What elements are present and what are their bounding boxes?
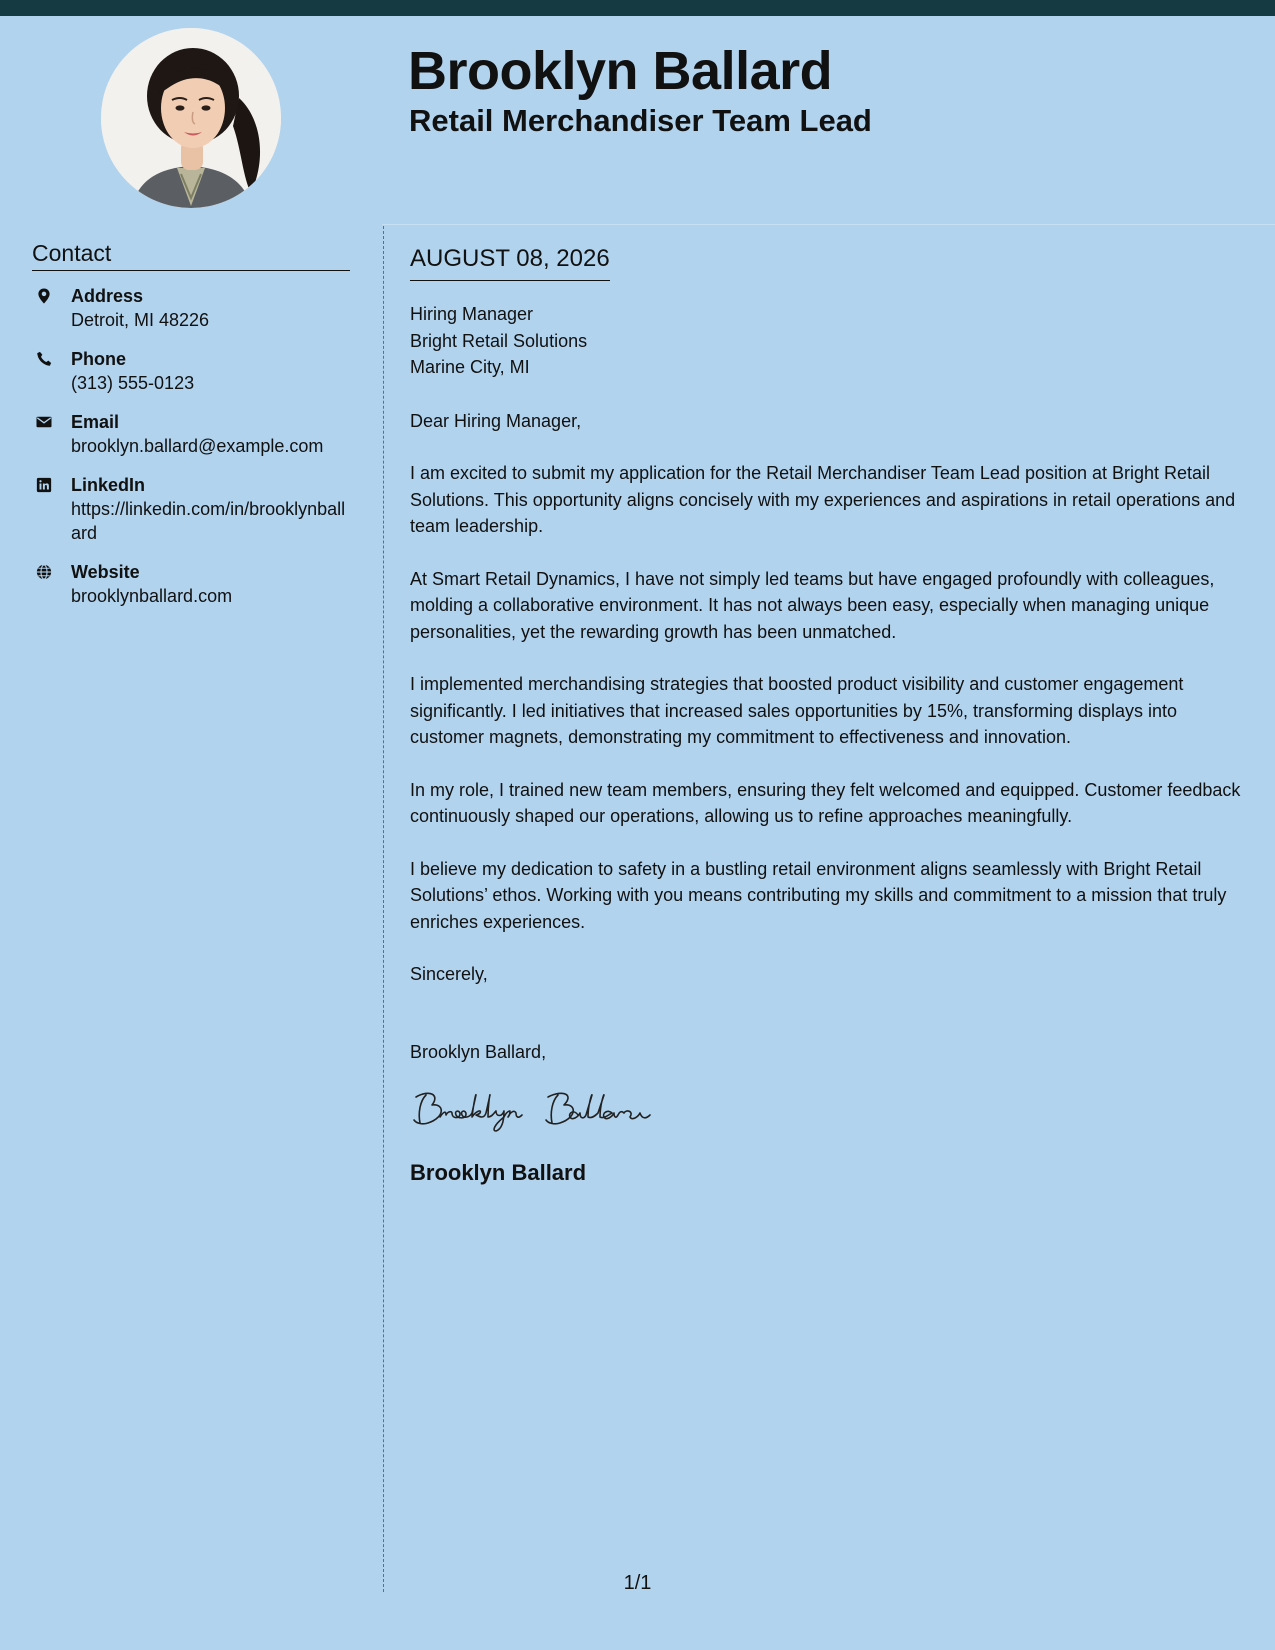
contact-label-website: Website [71, 562, 140, 582]
printed-signer-name: Brooklyn Ballard [410, 1160, 587, 1185]
closing: Sincerely, [410, 964, 488, 984]
letter-paragraph: In my role, I trained new team members, ensuring they felt welcomed and equipped. Customer feedback continuously shaped our operations, allowing us to refine approaches meaningfully. [410, 779, 1241, 826]
top-accent-bar [0, 0, 1275, 16]
contact-heading: Contact [32, 240, 350, 271]
contact-label-address: Address [71, 286, 144, 306]
profile-photo [101, 28, 281, 208]
contact-list [32, 284, 352, 623]
contact-item-phone [32, 347, 352, 395]
contact-item-website [32, 560, 352, 608]
header-rule [382, 224, 1275, 225]
recipient-line: Bright Retail Solutions [410, 330, 588, 351]
handwritten-signature [406, 1087, 676, 1133]
contact-value-phone: (313) 555-0123 [71, 373, 195, 393]
salutation: Dear Hiring Manager, [410, 410, 582, 431]
globe-icon [35, 563, 53, 581]
contact-item-email [32, 410, 352, 458]
letter-date: AUGUST 08, 2026 [410, 244, 610, 281]
contact-value-website[interactable]: brooklynballard.com [71, 586, 233, 606]
linkedin-icon [35, 476, 53, 494]
letter-paragraph: I am excited to submit my application for the Retail Merchandiser Team Lead position at Bright Retail Solutions. This opportunity aligns concisely with my experiences and aspirations in retail operations and team leadership. [410, 463, 1236, 536]
phone-icon [35, 350, 53, 368]
contact-value-linkedin[interactable]: https://linkedin.com/in/brooklynballard [71, 499, 346, 543]
recipient-block [410, 301, 1250, 381]
recipient-line: Hiring Manager [410, 304, 534, 324]
letter-body [410, 244, 1250, 1187]
column-divider [383, 226, 384, 1592]
letter-paragraph: At Smart Retail Dynamics, I have not simply led teams but have engaged profoundly with colleagues, molding a collaborative environment. It has not always been easy, especially when managing unique personalities, yet the rewarding growth has been unmatched. [410, 568, 1215, 642]
letter-paragraph: I implemented merchandising strategies that boosted product visibility and customer engagement significantly. I led initiatives that increased sales opportunities by 15%, transforming displays into customer magnets, demonstrating my commitment to effectiveness and innovation. [410, 674, 1184, 747]
candidate-job-title: Retail Merchandiser Team Lead [409, 103, 872, 138]
contact-label-phone: Phone [71, 349, 127, 369]
contact-label-linkedin: LinkedIn [71, 475, 146, 495]
location-pin-icon [35, 287, 53, 305]
contact-label-email: Email [71, 412, 120, 432]
contact-item-address [32, 284, 352, 332]
letter-paragraph: I believe my dedication to safety in a bustling retail environment aligns seamlessly with Bright Retail Solutions’ ethos. Working with you means contributing my skills and commitment to a mission that truly enriches experiences. [410, 858, 1227, 932]
contact-value-email[interactable]: brooklyn.ballard@example.com [71, 436, 324, 456]
contact-value-address: Detroit, MI 48226 [71, 310, 210, 330]
page-number: 1/1 [623, 1572, 652, 1594]
signer-name-comma: Brooklyn Ballard, [410, 1041, 547, 1062]
candidate-name: Brooklyn Ballard [408, 41, 833, 101]
recipient-line: Marine City, MI [410, 357, 530, 377]
envelope-icon [35, 413, 53, 431]
contact-item-linkedin [32, 473, 352, 545]
